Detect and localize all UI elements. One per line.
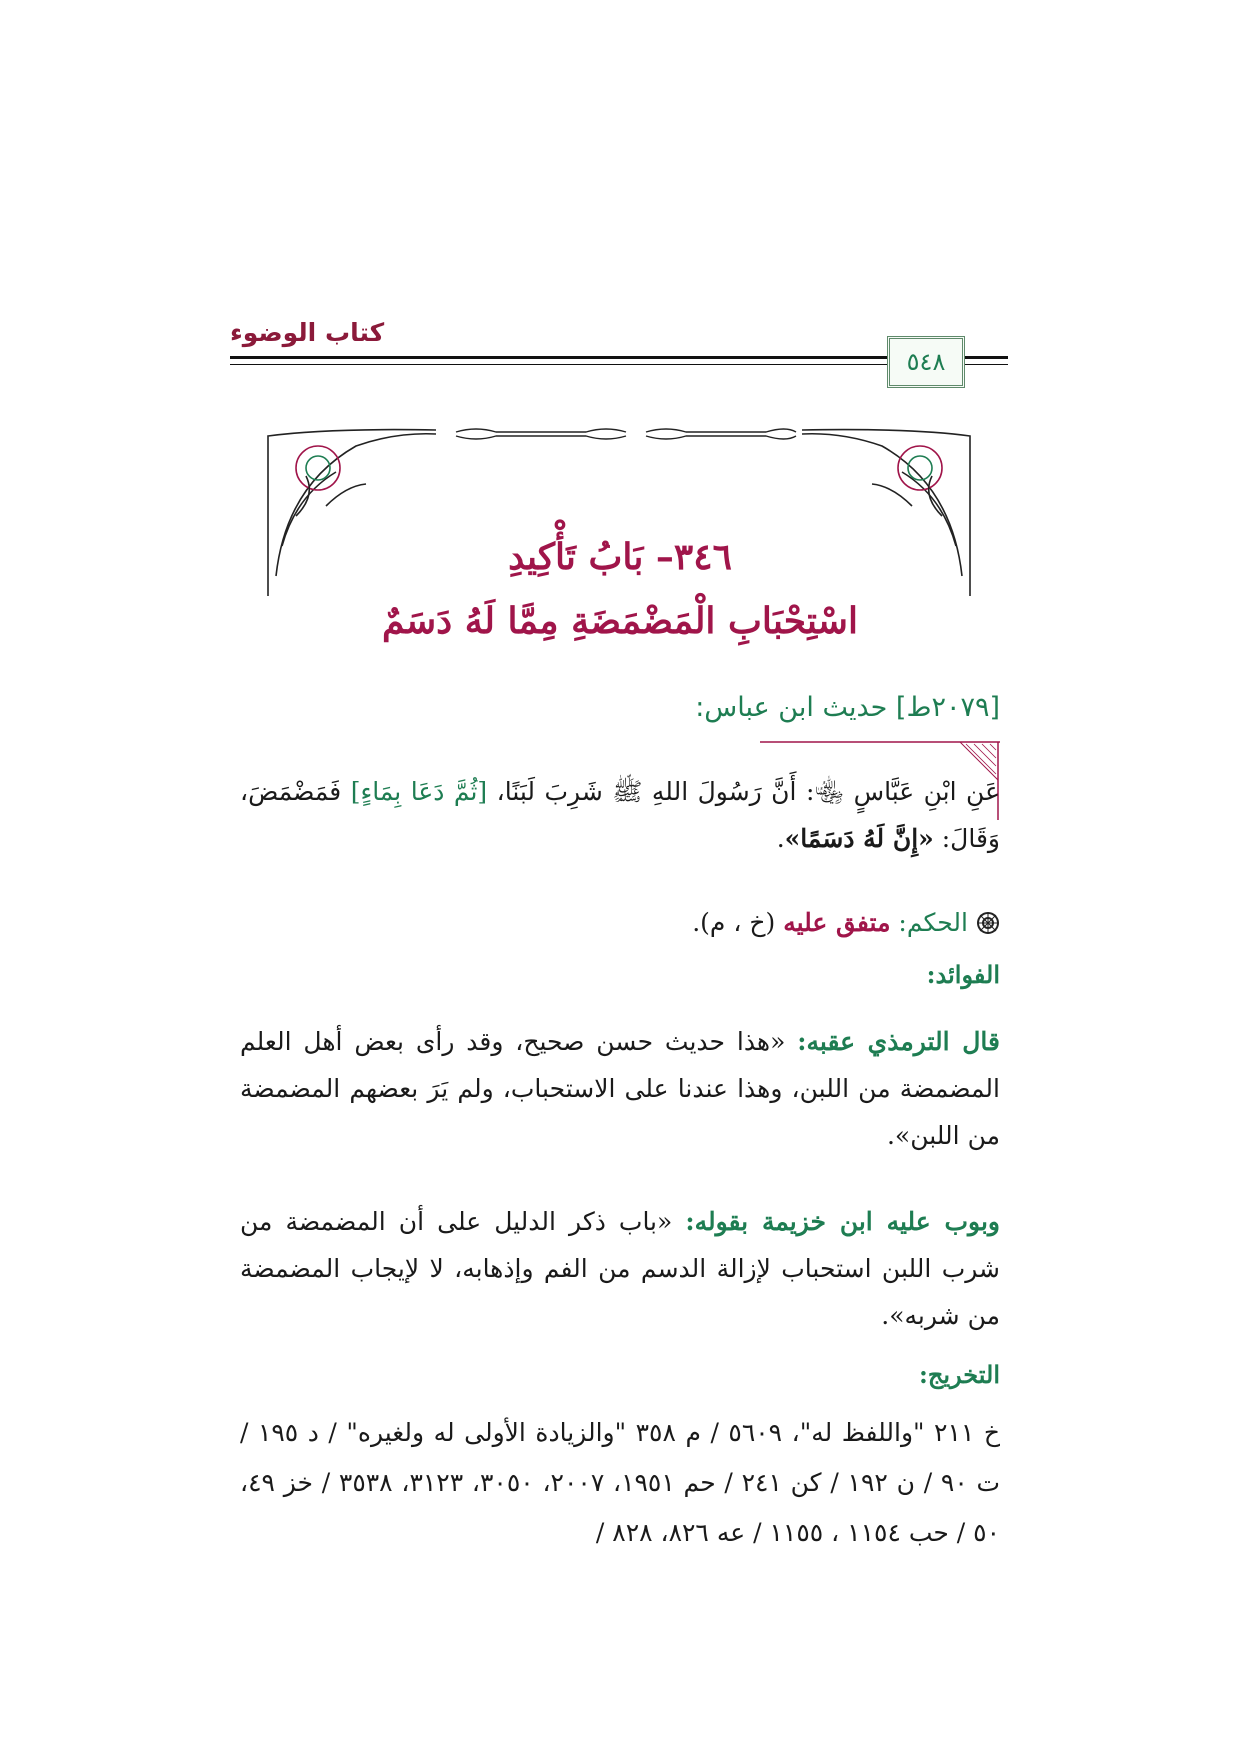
ruling-sources: (خ ، م).: [692, 908, 784, 937]
chapter-title-line2: اسْتِحْبَابِ الْمَضْمَضَةِ مِمَّا لَهُ دَسَمٌ: [382, 600, 858, 642]
benefit-2-text: «باب ذكر الدليل على أن المضمضة من شرب اللبن استحباب لإزالة الدسم من الفم وإذهابه، لا لإيجاب المضمضة من شربه».: [240, 1207, 1000, 1330]
benefit-1-lead: قال الترمذي عقبه:: [797, 1027, 1000, 1056]
takhrij-text: [240, 1408, 1000, 1558]
benefit-1-text: «هذا حديث حسن صحيح، وقد رأى بعض أهل العلم المضمضة من اللبن، وهذا عندنا على الاستحباب، ولم يَرَ بعضهم المضمضة من اللبن».: [240, 1027, 1000, 1150]
page-number: ٥٤٨: [887, 336, 965, 388]
hadith-quote: «إِنَّ لَهُ دَسَمًا»: [784, 824, 934, 853]
ruling-value: متفق عليه: [783, 908, 891, 937]
benefit-paragraph-2: [240, 1198, 1000, 1339]
benefits-heading: الفوائد:: [926, 960, 1000, 989]
benefit-2-lead: وبوب عليه ابن خزيمة بقوله:: [685, 1207, 1000, 1236]
hadith-text: [240, 768, 1000, 862]
takhrij-references: خ ٢١١ "واللفظ له"، ٥٦٠٩ / م ٣٥٨ "والزيادة الأولى له ولغيره" / د ١٩٥ / ت ٩٠ / ن ١٩٢ / كن ٢٤١ / حم ١٩٥١، ٢٠٠٧، ٣٠٥٠، ٣١٢٣، ٣٥٣٨ / خز ٤٩، ٥٠ / حب ١١٥٤ ، ١١٥٥ / عه ٨٢٦، ٨٢٨ /: [240, 1418, 1001, 1547]
chapter-title-line1: ٣٤٦– بَابُ تَأْكِيدِ: [508, 536, 732, 578]
hadith-heading: [٢٠٧٩ط] حديث ابن عباس:: [695, 692, 1000, 723]
hadith-text-line1: عَنِ ابْنِ عَبَّاسٍ ﵄: أَنَّ رَسُولَ اللهِ ﷺ شَرِبَ لَبَنًا،: [487, 777, 1000, 806]
takhrij-heading: التخريج:: [919, 1360, 1000, 1389]
running-title: كتاب الوضوء: [230, 318, 385, 347]
ruling-line: [692, 908, 1000, 937]
chapter-title: [230, 525, 1010, 653]
ornament-star-icon: [976, 911, 1000, 935]
benefit-paragraph-1: [240, 1018, 1000, 1159]
top-border-ornament: [456, 429, 796, 439]
hadith-text-end: .: [776, 824, 785, 853]
ruling-label: الحكم:: [898, 908, 968, 937]
hadith-text-line2: فَمَضْمَضَ، وَقَالَ:: [240, 777, 1000, 853]
hadith-bracket-addition: [ثُمَّ دَعَا بِمَاءٍ]: [350, 777, 488, 806]
